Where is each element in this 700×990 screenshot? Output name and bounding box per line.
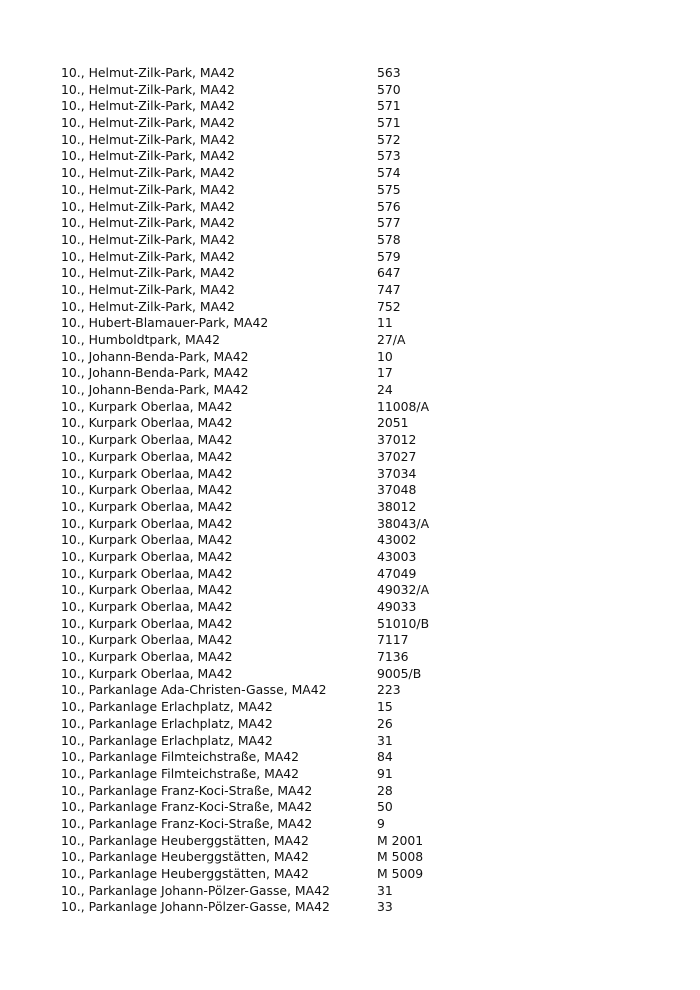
location-text: 10., Parkanlage Heuberggstätten, MA42 bbox=[61, 832, 309, 848]
location-text: 10., Helmut-Zilk-Park, MA42 bbox=[61, 281, 235, 297]
tree-number: 31 bbox=[377, 882, 393, 898]
list-item bbox=[61, 599, 661, 616]
list-item bbox=[61, 232, 661, 249]
location-text: 10., Parkanlage Filmteichstraße, MA42 bbox=[61, 749, 300, 765]
list-item bbox=[61, 883, 661, 900]
location-text: 10., Parkanlage Erlachplatz, MA42 bbox=[61, 699, 273, 715]
location-text: 10., Helmut-Zilk-Park, MA42 bbox=[61, 215, 235, 231]
list-item bbox=[61, 215, 661, 232]
tree-number: 49032/A bbox=[377, 582, 430, 598]
tree-number: 577 bbox=[377, 215, 401, 231]
location-text: 10., Helmut-Zilk-Park, MA42 bbox=[61, 298, 235, 314]
tree-number: 578 bbox=[377, 231, 401, 247]
list-item bbox=[61, 632, 661, 649]
list-item bbox=[61, 733, 661, 750]
tree-number: 26 bbox=[377, 715, 393, 731]
list-item bbox=[61, 849, 661, 866]
location-text: 10., Parkanlage Franz-Koci-Straße, MA42 bbox=[61, 799, 313, 815]
list-item bbox=[61, 866, 661, 883]
location-text: 10., Kurpark Oberlaa, MA42 bbox=[61, 498, 233, 514]
location-text: 10., Hubert-Blamauer-Park, MA42 bbox=[61, 315, 269, 331]
tree-number: 50 bbox=[377, 799, 393, 815]
list-item bbox=[61, 65, 661, 82]
tree-number: 28 bbox=[377, 782, 393, 798]
tree-number: 38012 bbox=[377, 498, 417, 514]
tree-number: 571 bbox=[377, 115, 401, 131]
tree-number: 43003 bbox=[377, 548, 417, 564]
tree-number: 571 bbox=[377, 98, 401, 114]
list-item bbox=[61, 282, 661, 299]
tree-number: 37034 bbox=[377, 465, 417, 481]
location-text: 10., Parkanlage Johann-Pölzer-Gasse, MA42 bbox=[61, 882, 330, 898]
location-text: 10., Humboldtpark, MA42 bbox=[61, 332, 220, 347]
list-item bbox=[61, 249, 661, 266]
location-text: 10., Helmut-Zilk-Park, MA42 bbox=[61, 81, 235, 97]
list-item bbox=[61, 566, 661, 583]
list-item bbox=[61, 816, 661, 833]
location-text: 10., Kurpark Oberlaa, MA42 bbox=[61, 432, 233, 448]
location-text: 10., Helmut-Zilk-Park, MA42 bbox=[61, 165, 235, 181]
tree-number: 37012 bbox=[377, 432, 417, 448]
location-text: 10., Helmut-Zilk-Park, MA42 bbox=[61, 181, 235, 197]
tree-number: 7136 bbox=[377, 649, 409, 665]
list-item bbox=[61, 449, 661, 466]
location-text: 10., Helmut-Zilk-Park, MA42 bbox=[61, 148, 235, 164]
list-item bbox=[61, 148, 661, 165]
list-item bbox=[61, 365, 661, 382]
tree-number: 47049 bbox=[377, 565, 417, 581]
tree-number: 37048 bbox=[377, 482, 417, 498]
list-item bbox=[61, 666, 661, 683]
location-text: 10., Kurpark Oberlaa, MA42 bbox=[61, 548, 233, 564]
list-item bbox=[61, 415, 661, 432]
tree-number: M 5008 bbox=[377, 849, 424, 865]
tree-number: 11 bbox=[377, 315, 393, 331]
list-item bbox=[61, 532, 661, 549]
list-item bbox=[61, 582, 661, 599]
tree-number: 752 bbox=[377, 298, 401, 314]
tree-number: 49033 bbox=[377, 599, 417, 614]
tree-number: 563 bbox=[377, 65, 401, 80]
location-text: 10., Helmut-Zilk-Park, MA42 bbox=[61, 65, 235, 80]
list-item bbox=[61, 265, 661, 282]
list-item bbox=[61, 182, 661, 199]
tree-number: 575 bbox=[377, 181, 401, 197]
list-item bbox=[61, 899, 661, 916]
list-item bbox=[61, 132, 661, 149]
location-text: 10., Parkanlage Johann-Pölzer-Gasse, MA42 bbox=[61, 899, 330, 915]
list-item bbox=[61, 115, 661, 132]
tree-number: 10 bbox=[377, 348, 393, 364]
tree-number: 27/A bbox=[377, 332, 406, 347]
location-text: 10., Helmut-Zilk-Park, MA42 bbox=[61, 98, 235, 114]
tree-number: 2051 bbox=[377, 415, 409, 431]
tree-number: 576 bbox=[377, 198, 401, 214]
list-item bbox=[61, 382, 661, 399]
list-item bbox=[61, 716, 661, 733]
list-item bbox=[61, 315, 661, 332]
location-text: 10., Helmut-Zilk-Park, MA42 bbox=[61, 131, 235, 147]
location-text: 10., Helmut-Zilk-Park, MA42 bbox=[61, 248, 235, 264]
location-text: 10., Johann-Benda-Park, MA42 bbox=[61, 382, 249, 398]
location-text: 10., Kurpark Oberlaa, MA42 bbox=[61, 582, 233, 598]
location-text: 10., Kurpark Oberlaa, MA42 bbox=[61, 649, 233, 665]
tree-number: 579 bbox=[377, 248, 401, 264]
tree-number: 647 bbox=[377, 265, 401, 281]
list-item bbox=[61, 549, 661, 566]
list-item bbox=[61, 833, 661, 850]
tree-number: 84 bbox=[377, 749, 393, 765]
tree-number: 37027 bbox=[377, 448, 417, 464]
location-text: 10., Kurpark Oberlaa, MA42 bbox=[61, 599, 233, 614]
tree-number: 38043/A bbox=[377, 515, 430, 531]
list-item bbox=[61, 682, 661, 699]
location-text: 10., Kurpark Oberlaa, MA42 bbox=[61, 515, 233, 531]
location-text: 10., Parkanlage Franz-Koci-Straße, MA42 bbox=[61, 815, 313, 831]
location-text: 10., Parkanlage Franz-Koci-Straße, MA42 bbox=[61, 782, 313, 798]
tree-number: 9005/B bbox=[377, 665, 422, 681]
list-item bbox=[61, 199, 661, 216]
list-item bbox=[61, 432, 661, 449]
list-item bbox=[61, 482, 661, 499]
tree-number: 91 bbox=[377, 765, 393, 781]
tree-number: 31 bbox=[377, 732, 393, 748]
location-text: 10., Helmut-Zilk-Park, MA42 bbox=[61, 265, 235, 281]
location-text: 10., Parkanlage Erlachplatz, MA42 bbox=[61, 732, 273, 748]
list-item bbox=[61, 699, 661, 716]
location-text: 10., Parkanlage Heuberggstätten, MA42 bbox=[61, 849, 309, 865]
location-text: 10., Helmut-Zilk-Park, MA42 bbox=[61, 231, 235, 247]
location-text: 10., Kurpark Oberlaa, MA42 bbox=[61, 448, 233, 464]
location-text: 10., Kurpark Oberlaa, MA42 bbox=[61, 465, 233, 481]
location-text: 10., Kurpark Oberlaa, MA42 bbox=[61, 398, 233, 414]
list-item bbox=[61, 799, 661, 816]
tree-number: 573 bbox=[377, 148, 401, 164]
location-text: 10., Kurpark Oberlaa, MA42 bbox=[61, 565, 233, 581]
location-text: 10., Johann-Benda-Park, MA42 bbox=[61, 348, 249, 364]
tree-number: 51010/B bbox=[377, 615, 430, 631]
list-item bbox=[61, 98, 661, 115]
list-item bbox=[61, 399, 661, 416]
location-text: 10., Helmut-Zilk-Park, MA42 bbox=[61, 198, 235, 214]
list-item bbox=[61, 783, 661, 800]
list-item bbox=[61, 332, 661, 349]
tree-number: 24 bbox=[377, 382, 393, 398]
tree-list bbox=[61, 65, 661, 916]
tree-number: 43002 bbox=[377, 532, 417, 548]
tree-number: 574 bbox=[377, 165, 401, 181]
list-item bbox=[61, 616, 661, 633]
location-text: 10., Kurpark Oberlaa, MA42 bbox=[61, 632, 233, 648]
location-text: 10., Parkanlage Filmteichstraße, MA42 bbox=[61, 765, 300, 781]
tree-number: 747 bbox=[377, 281, 401, 297]
list-item bbox=[61, 649, 661, 666]
location-text: 10., Kurpark Oberlaa, MA42 bbox=[61, 665, 233, 681]
list-item bbox=[61, 349, 661, 366]
tree-number: 9 bbox=[377, 815, 385, 831]
location-text: 10., Parkanlage Erlachplatz, MA42 bbox=[61, 715, 273, 731]
tree-number: 15 bbox=[377, 699, 393, 715]
list-item bbox=[61, 165, 661, 182]
tree-number: 572 bbox=[377, 131, 401, 147]
location-text: 10., Parkanlage Heuberggstätten, MA42 bbox=[61, 866, 309, 881]
list-item bbox=[61, 466, 661, 483]
location-text: 10., Helmut-Zilk-Park, MA42 bbox=[61, 115, 235, 131]
tree-number: 570 bbox=[377, 81, 401, 97]
list-item bbox=[61, 766, 661, 783]
tree-number: 7117 bbox=[377, 632, 409, 648]
list-item bbox=[61, 516, 661, 533]
location-text: 10., Kurpark Oberlaa, MA42 bbox=[61, 532, 233, 548]
location-text: 10., Kurpark Oberlaa, MA42 bbox=[61, 482, 233, 498]
tree-number: 11008/A bbox=[377, 398, 430, 414]
list-item bbox=[61, 749, 661, 766]
list-item bbox=[61, 82, 661, 99]
tree-number: 17 bbox=[377, 365, 393, 381]
tree-number: 223 bbox=[377, 682, 401, 698]
list-item bbox=[61, 299, 661, 316]
tree-number: M 2001 bbox=[377, 832, 424, 848]
tree-number: M 5009 bbox=[377, 866, 424, 881]
location-text: 10., Johann-Benda-Park, MA42 bbox=[61, 365, 249, 381]
location-text: 10., Kurpark Oberlaa, MA42 bbox=[61, 415, 233, 431]
list-item bbox=[61, 499, 661, 516]
location-text: 10., Kurpark Oberlaa, MA42 bbox=[61, 615, 233, 631]
location-text: 10., Parkanlage Ada-Christen-Gasse, MA42 bbox=[61, 682, 327, 698]
tree-number: 33 bbox=[377, 899, 393, 915]
